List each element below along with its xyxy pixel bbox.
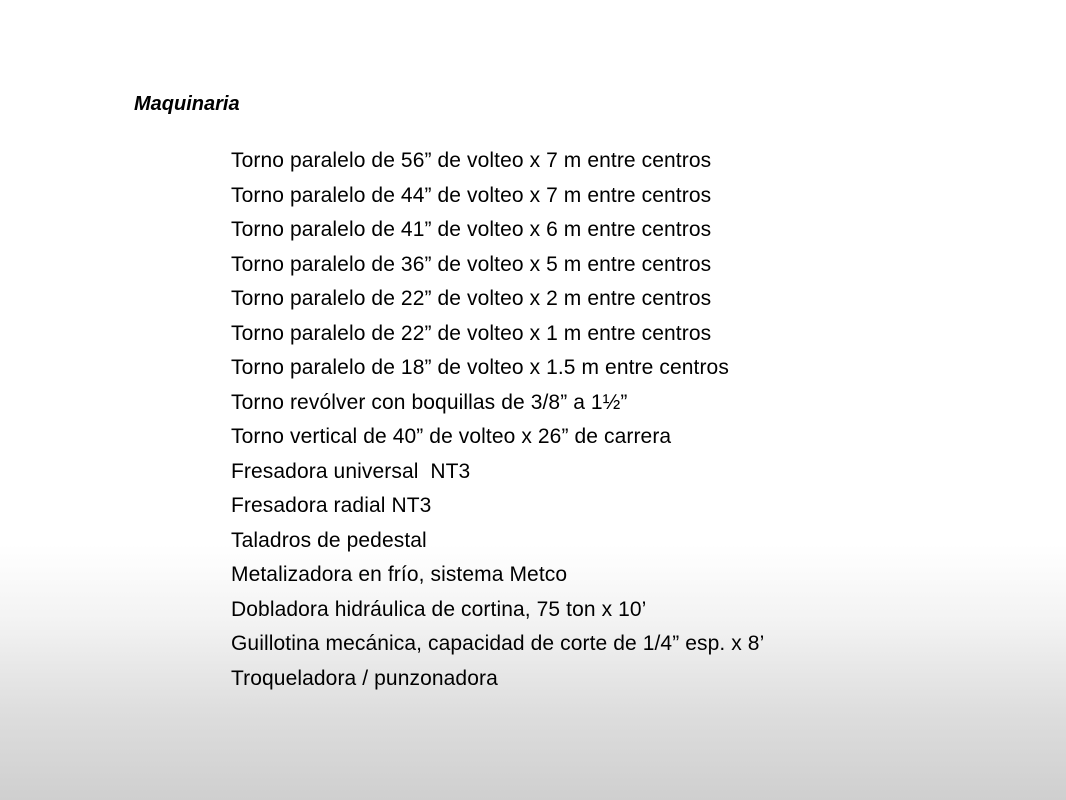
machinery-list bbox=[231, 144, 764, 696]
list-item: Torno paralelo de 44” de volteo x 7 m entre centros bbox=[231, 183, 712, 207]
list-item: Torno paralelo de 22” de volteo x 2 m entre centros bbox=[231, 287, 712, 310]
slide-title: Maquinaria bbox=[134, 93, 240, 115]
list-item: Torno paralelo de 56” de volteo x 7 m entre centros bbox=[231, 149, 712, 172]
list-item: Dobladora hidráulica de cortina, 75 ton x 10’ bbox=[231, 597, 647, 621]
list-item: Fresadora universal NT3 bbox=[231, 459, 471, 483]
list-item: Metalizadora en frío, sistema Metco bbox=[231, 563, 568, 586]
list-item: Fresadora radial NT3 bbox=[231, 494, 432, 517]
list-item: Torno paralelo de 41” de volteo x 6 m entre centros bbox=[231, 218, 712, 241]
list-item: Torno vertical de 40” de volteo x 26” de carrera bbox=[231, 425, 672, 448]
list-item: Torno paralelo de 22” de volteo x 1 m entre centros bbox=[231, 321, 712, 345]
list-item: Guillotina mecánica, capacidad de corte de 1/4” esp. x 8’ bbox=[231, 632, 765, 655]
list-item: Torno revólver con boquillas de 3/8” a 1½” bbox=[231, 390, 628, 414]
list-item: Troqueladora / punzonadora bbox=[231, 666, 498, 690]
list-item: Taladros de pedestal bbox=[231, 528, 427, 552]
list-item: Torno paralelo de 18” de volteo x 1.5 m entre centros bbox=[231, 356, 729, 379]
list-item: Torno paralelo de 36” de volteo x 5 m entre centros bbox=[231, 252, 712, 276]
